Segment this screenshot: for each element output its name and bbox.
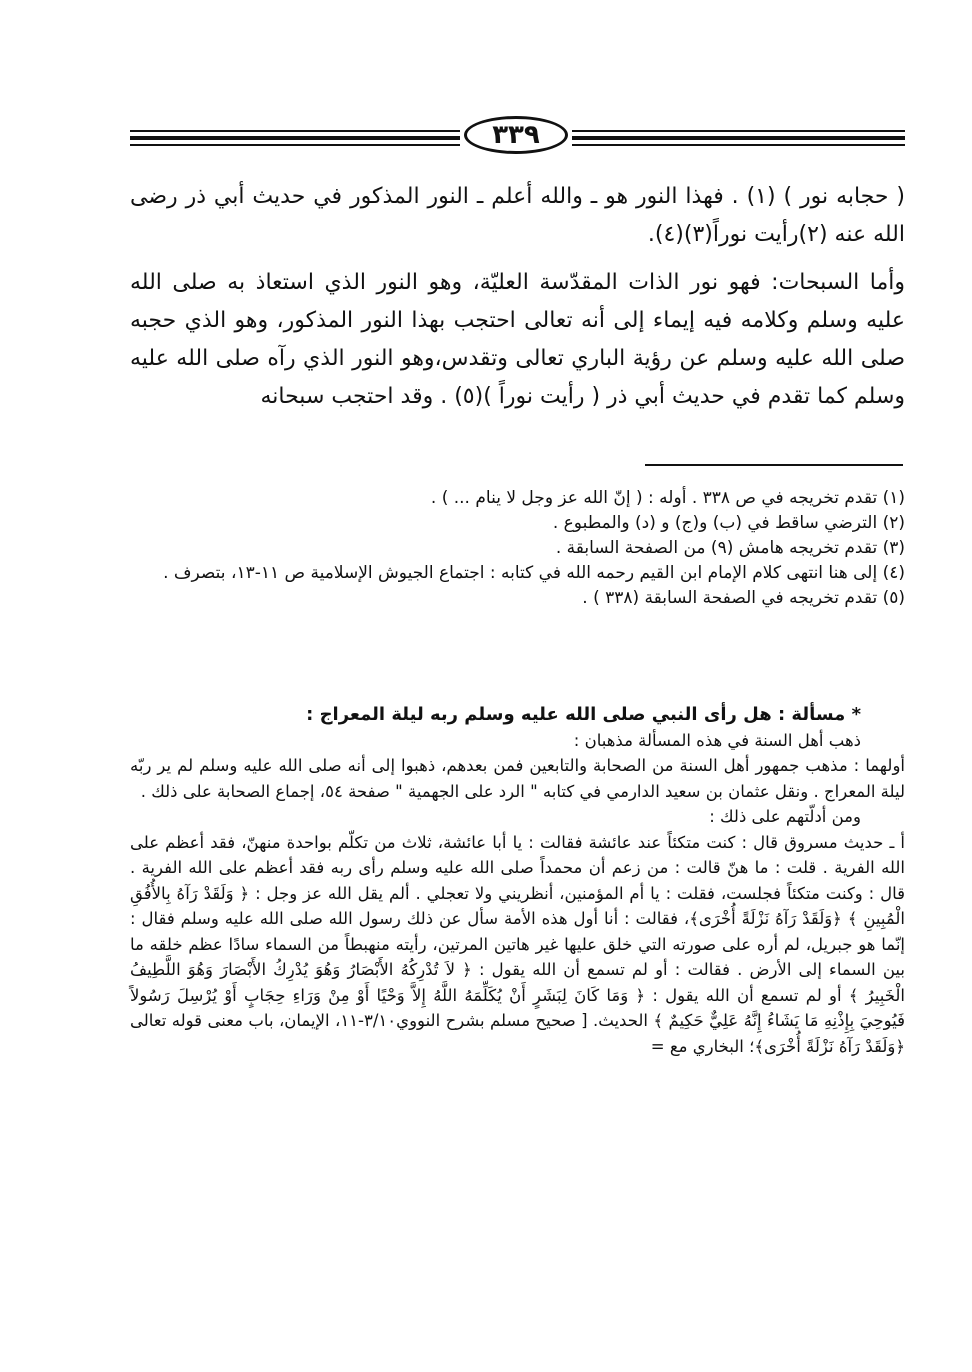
- body-paragraph: وأما السبحات: فهو نور الذات المقدّسة العليّة، وهو النور الذي استعاذ به صلى الله عليه وسلم وكلامه فيه إيماء إلى أنه تعالى احتجب بهذا النور المذكور، وهو الذي حجبه صلى الله عليه وسلم عن رؤية الباري تعالى وتقدس،وهو النور الذي رآه صلى الله عليه وسلم كما تقدم في حديث أبي ذر ( رأيت نوراً )(٥) . وقد احتجب سبحانه: [130, 270, 905, 409]
- footnote: (٤) إلى هنا انتهى كلام الإمام ابن القيم رحمه الله في كتابه : اجتماع الجيوش الإسلامية ص ١١-١٣، بتصرف .: [163, 563, 905, 583]
- header-rule: [130, 144, 460, 146]
- header-rule: [572, 130, 905, 132]
- main-text: [130, 178, 905, 426]
- header-rule: [572, 136, 905, 140]
- issue-intro: ذهب أهل السنة في هذه المسألة مذهبان :: [573, 730, 861, 750]
- header-rule: [130, 130, 460, 132]
- issue-section: [130, 702, 905, 1059]
- header-rule: [572, 144, 905, 146]
- header-rule: [130, 136, 460, 140]
- issue-evidence-intro: ومن أدلّتهم على ذلك :: [709, 807, 861, 826]
- page-number: ٣٣٩: [464, 116, 568, 154]
- footnotes: [130, 486, 905, 611]
- footnote: (١) تقدم تخريجه في ص ٣٣٨ . أوله : ( إنّ الله عز وجل لا ينام ... ) .: [430, 488, 905, 508]
- footnote: (٥) تقدم تخريجه في الصفحة السابقة (٣٣٨ ) .: [582, 588, 905, 608]
- issue-hadith: أ ـ حديث مسروق قال : كنت متكئاً عند عائشة فقالت : يا أبا عائشة، ثلاث من تكلّم بواحدة منهنّ، فقد أعظم على الله الفرية . قلت : ما هنّ قالت : من زعم أن محمداً صلى الله عليه وسلم رأى ربه فقد أعظم على الله الفرية . قال : وكنت متكئاً فجلست، فقلت : يا أم المؤمنين، أنظريني ولا تعجلي . ألم يقل الله عز وجل : ﴿ وَلَقَدْ رَآهُ بِالأُفُقِ الْمُبِينِ ﴾ ﴿وَلَقَدْ رَآهُ نَزْلَةً أُخْرَى﴾، فقالت : أنا أول هذه الأمة سأل عن ذلك رسول الله صلى الله عليه وسلم فقال : إنّما هو جبريل، لم أره على صورته التي خلق عليها غير هاتين المرتين، رأيته منهبطاً من السماء سادًا عظم خلقه ما بين السماء إلى الأرض . فقالت : أو لم تسمع أن الله يقول : ﴿ لاَ تُدْرِكُهُ الأَبْصَارُ وَهُوَ يُدْرِكُ الأَبْصَارَ وَهُوَ اللَّطِيفُ الْخَبِيرُ ﴾ أو لم تسمع أن الله يقول : ﴿ وَمَا كَانَ لِبَشَرٍ أَنْ يُكَلِّمَهُ اللَّهُ إِلاَّ وَحْيًا أَوْ مِنْ وَرَاءِ حِجَابٍ أَوْ يُرْسِلَ رَسُولاً فَيُوحِيَ بِإِذْنِهِ مَا يَشَاءُ إِنَّهُ عَلِيٌّ حَكِيمٌ ﴾ الحديث. [ صحيح مسلم بشرح النووي٣/١٠-١١، الإيمان، باب معنى قوله تعالى ﴿وَلَقَدْ رَآهُ نَزْلَةً أُخْرَى﴾؛ البخاري مع =: [130, 832, 905, 1056]
- page-header: [130, 112, 905, 162]
- footnote: (٣) تقدم تخريجه هامش (٩) من الصفحة السابقة .: [555, 538, 905, 558]
- footnote-separator: [645, 464, 903, 466]
- footnote: (٢) الترضي ساقط في (ب) و(ج) و (د) والمطبوع .: [552, 513, 905, 533]
- issue-title: * مسألة : هل رأى النبي صلى الله عليه وسلم ربه ليلة المعراج :: [306, 704, 861, 725]
- body-paragraph: ( حجابه نور ) (١) . فهذا النور هو ـ والله أعلم ـ النور المذكور في حديث أبي ذر رضى الله عنه (٢)رأيت نوراً(٣)(٤).: [130, 184, 905, 247]
- issue-first-view: أولهما : مذهب جمهور أهل السنة من الصحابة والتابعين فمن بعدهم، ذهبوا إلى أنه صلى الله عليه وسلم لم ير ربّه ليلة المعراج . ونقل عثمان بن سعيد الدارمي في كتابه " الرد على الجهمية " صفحة ٥٤، إجماع الصحابة على ذلك .: [130, 756, 905, 801]
